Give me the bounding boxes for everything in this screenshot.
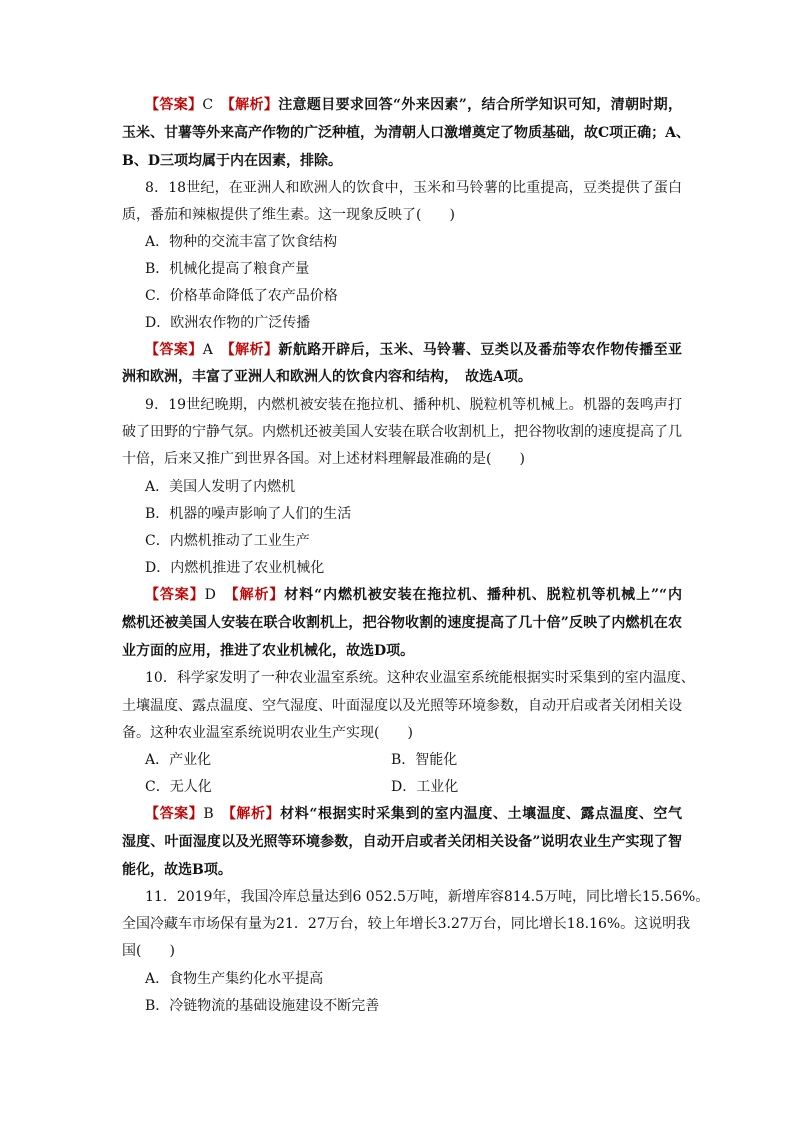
q9-answer-line-1 — [145, 586, 682, 604]
q7-answer: C — [202, 97, 214, 113]
q8-option-a: A．物种的交流丰富了饮食结构 — [145, 234, 338, 250]
q8-answer: A — [202, 342, 213, 358]
q11-option-b: B．冷链物流的基础设施建设不断完善 — [145, 998, 380, 1014]
q8-analysis-1: 新航路开辟后，玉米、马铃薯、豆类以及番茄等农作物传播至亚 — [278, 342, 683, 358]
q9-analysis-2: 燃机还被美国人安装在联合收割机上，把谷物收割的速度提高了几十倍”反映了内燃机在农 — [122, 615, 682, 631]
q10-option-b: B．智能化 — [391, 752, 458, 768]
q10-answer-line-1 — [145, 805, 682, 823]
q11-option-a: A．食物生产集约化水平提高 — [145, 971, 324, 987]
q10-stem-2: 土壤温度、露点温度、空气湿度、叶面湿度以及光照等环境参数，自动开启或者关闭相关设 — [122, 698, 682, 714]
answer-tag: 【答案】 — [145, 587, 205, 603]
q9-stem-2: 破了田野的宁静气氛。内燃机还被美国人安装在联合收割机上，把谷物收割的速度提高了几 — [122, 424, 682, 440]
q8-answer-line-1 — [145, 341, 682, 359]
q10-option-c: C．无人化 — [145, 779, 212, 795]
q11-stem-3: 国( ) — [122, 943, 175, 959]
q10-analysis-2: 湿度、叶面湿度以及光照等环境参数，自动开启或者关闭相关设备”说明农业生产实现了智 — [122, 834, 682, 850]
q10-stem-3: 备。这种农业温室系统说明农业生产实现( ) — [122, 725, 413, 741]
q7-answer-line-1 — [145, 96, 682, 114]
answer-tag: 【答案】 — [145, 97, 203, 113]
q10-option-a: A．产业化 — [145, 752, 212, 768]
q9-answer: D — [204, 587, 216, 603]
q10-analysis-3: 能化，故选B项。 — [122, 862, 232, 878]
answer-tag: 【答案】 — [145, 342, 203, 358]
q10-analysis-1: 材料“根据实时采集到的室内温度、土壤温度、露点温度、空气 — [280, 806, 682, 822]
q9-analysis-1: 材料“内燃机被安装在拖拉机、播种机、脱粒机等机械上”“内 — [284, 587, 682, 603]
q9-option-b: B．机器的噪声影响了人们的生活 — [145, 506, 352, 522]
q11-stem-2: 全国冷藏车市场保有量为21．27万台，较上年增长3.27万台，同比增长18.16%。这说明我 — [122, 916, 691, 932]
q7-analysis-2: 玉米、甘薯等外来高产作物的广泛种植，为清朝人口激增奠定了物质基础，故C项正确；A、 — [122, 125, 691, 141]
answer-tag: 【答案】 — [145, 806, 204, 822]
q9-stem-3: 十倍，后来又推广到世界各国。对上述材料理解最准确的是( ) — [122, 451, 525, 467]
q9-stem-1: 9．19世纪晚期，内燃机被安装在拖拉机、播种机、脱粒机等机械上。机器的轰鸣声打 — [145, 397, 682, 413]
analysis-tag: 【解析】 — [228, 806, 281, 822]
q9-option-a: A．美国人发明了内燃机 — [145, 479, 296, 495]
q8-option-c: C．价格革命降低了农产品价格 — [145, 288, 338, 304]
q10-option-d: D．工业化 — [391, 779, 459, 795]
q7-analysis-1: 注意题目要求回答“外来因素”，结合所学知识可知，清朝时期， — [278, 97, 683, 113]
analysis-tag: 【解析】 — [227, 342, 279, 358]
analysis-tag: 【解析】 — [231, 587, 285, 603]
q10-stem-1: 10．科学家发明了一种农业温室系统。这种农业温室系统能根据实时采集到的室内温度、 — [145, 670, 695, 686]
q9-option-c: C．内燃机推动了工业生产 — [145, 533, 310, 549]
q8-stem-2: 质，番茄和辣椒提供了维生素。这一现象反映了( ) — [122, 207, 455, 223]
q9-option-d: D．内燃机推进了农业机械化 — [145, 560, 325, 576]
q8-option-b: B．机械化提高了粮食产量 — [145, 261, 310, 277]
q8-option-d: D．欧洲农作物的广泛传播 — [145, 315, 311, 331]
q9-analysis-3: 业方面的应用，推进了农业机械化，故选D项。 — [122, 643, 415, 659]
q10-answer: B — [203, 806, 214, 822]
q11-stem-1: 11．2019年，我国冷库总量达到6 052.5万吨，新增库容814.5万吨，同比增长15.56%。 — [145, 889, 710, 905]
q8-stem-1: 8．18世纪，在亚洲人和欧洲人的饮食中，玉米和马铃薯的比重提高，豆类提供了蛋白 — [145, 180, 682, 196]
analysis-tag: 【解析】 — [227, 97, 279, 113]
q8-analysis-2: 洲和欧洲，丰富了亚洲人和欧洲人的饮食内容和结构， 故选A项。 — [122, 369, 532, 385]
q7-analysis-3: B、D三项均属于内在因素，排除。 — [122, 153, 342, 169]
